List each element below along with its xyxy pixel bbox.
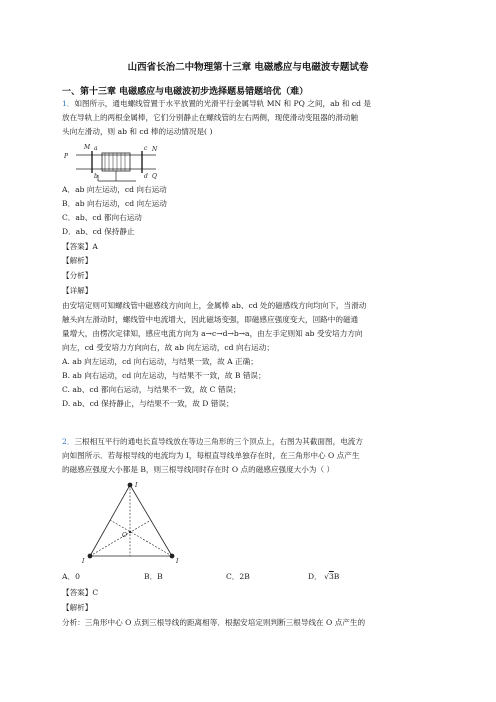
q1-line-1: 1．如图所示，通电螺线管置于水平放置的光滑平行金属导轨 MN 和 PQ 之间，ab 和 cd 是 (62, 99, 371, 108)
q1-line-2: 放在导轨上的两根金属棒，它们分别静止在螺线管的左右两侧，现使滑动变阻器的滑动触 (62, 113, 359, 122)
q1-option-d: D．ab、cd 保持静止 (62, 227, 135, 236)
q1-detail-4: 向左，cd 受安培力方向向右，故 ab 向左运动，cd 向右运动； (62, 343, 274, 352)
q1-label-c: c (144, 145, 148, 152)
q1-xiangjie: 【详解】 (62, 286, 93, 295)
section-heading: 一、第十三章 电磁感应与电磁波初步选择题易错题培优（难） (62, 87, 309, 97)
q2-label-right-I: I (176, 558, 179, 565)
q1-fenxi: 【分析】 (62, 271, 93, 280)
q1-label-a: a (94, 145, 98, 152)
q1-detail-3: 量增大，由楞次定律知，感应电流方向为 a→c→d→b→a，由左手定则知 ab 受安培力方向 (62, 329, 363, 338)
q1-jiexi: 【解析】 (62, 256, 93, 265)
q2-option-a: A．0 (62, 572, 80, 581)
q2-line-1: 2．三根相互平行的通电长直导线放在等边三角形的三个顶点上，右图为其截面图，电流方 (62, 437, 363, 446)
q1-detail-8: D. ab、cd 保持静止，与结果不一致，故 D 错误； (62, 399, 234, 408)
q2-jiexi: 【解析】 (62, 603, 93, 612)
q1-detail-6: B. ab 向右运动，cd 向左运动，与结果不一致，故 B 错误； (62, 371, 266, 380)
q2-label-left-I: I (82, 558, 85, 565)
q1-option-a: A．ab 向左运动，cd 向右运动 (62, 185, 167, 194)
q2-option-c: C．2B (226, 572, 250, 581)
q1-line-3: 头向左滑动，则 ab 和 cd 棒的运动情况是( ) (62, 127, 213, 136)
q1-label-P: P (64, 153, 69, 160)
q1-detail-7: C. ab、cd 都向右运动，与结果不一致，故 C 错误； (62, 385, 241, 394)
q1-label-d: d (144, 173, 148, 180)
q2-triangle-diagram (80, 478, 186, 566)
q2-option-b: B．B (144, 572, 163, 581)
q2-sqrt-value: 3 (328, 572, 334, 581)
q1-option-b: B．ab 向右运动，cd 向左运动 (62, 199, 167, 208)
q1-circuit-diagram (62, 141, 162, 183)
q2-line-3: 的磁感应强度大小都是 B，则三根导线同时存在时 O 点的磁感应强度大小为（ ） (62, 465, 335, 474)
q2-label-O: O (122, 532, 127, 539)
q1-label-b: b (94, 173, 98, 180)
q1-detail-2: 触头向左滑动时，螺线管中电流增大，因此磁场变强，即磁感应强度变大，回路中的磁通 (62, 315, 359, 324)
q2-label-top-I: I (135, 482, 138, 489)
q1-detail-1: 由安培定则可知螺线管中磁感线方向向上，金属棒 ab、cd 处的磁感线方向均向下，当滑动 (62, 301, 367, 310)
q2-line-2: 向如图所示．若每根导线的电流均为 I，每根直导线单独存在时，在三角形中心 O 点产生 (62, 451, 360, 460)
q2-number: 2． (62, 437, 75, 446)
q1-option-c: C．ab、cd 都向右运动 (62, 213, 142, 222)
q2-answer: 【答案】C (62, 588, 99, 597)
q2-option-d: D． √3B (308, 572, 340, 581)
q1-detail-5: A. ab 向左运动，cd 向右运动，与结果一致，故 A 正确； (62, 357, 258, 366)
q1-number: 1． (62, 99, 75, 108)
q1-label-M: M (84, 144, 91, 151)
page-title: 山西省长治二中物理第十三章 电磁感应与电磁波专题试卷 (127, 62, 369, 73)
q1-answer: 【答案】A (62, 242, 98, 251)
q2-analysis: 分析：三角形中心 O 点到三根导线的距离相等．根据安培定则判断三根导线在 O 点产生的 (62, 618, 366, 627)
q1-label-N: N (152, 146, 158, 153)
q1-label-Q: Q (152, 173, 157, 180)
